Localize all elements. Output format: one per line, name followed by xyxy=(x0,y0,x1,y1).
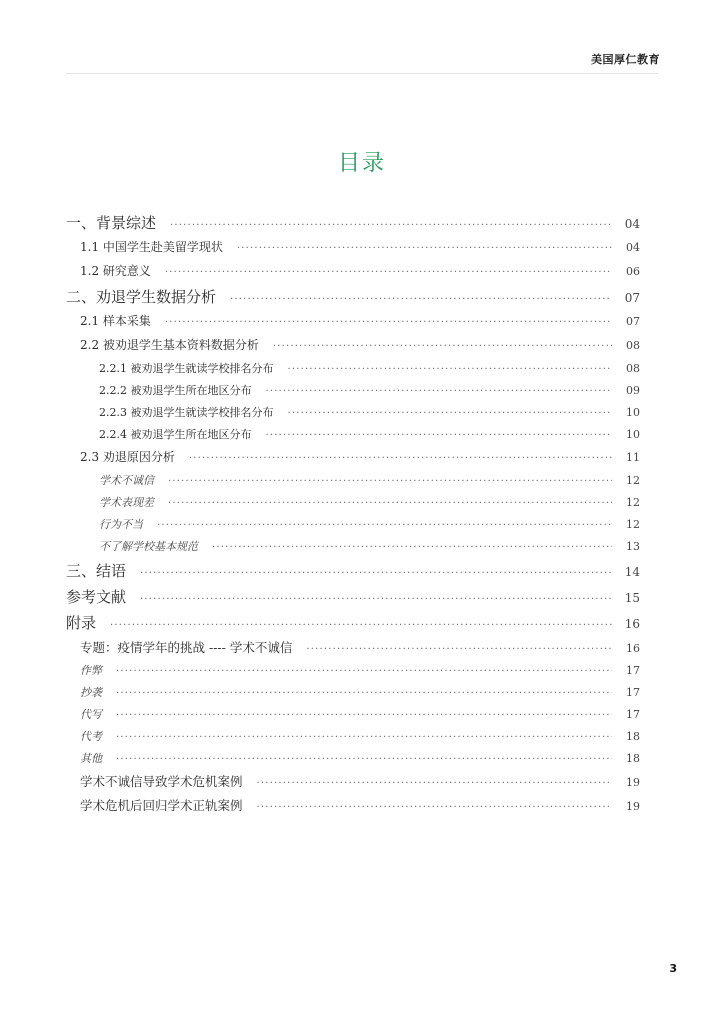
toc-entry[interactable]: 附录 ····· 16 xyxy=(66,612,640,638)
page-title: 目录 xyxy=(337,151,386,176)
toc-page-number: 12 xyxy=(626,474,640,487)
header-divider xyxy=(66,73,658,74)
toc-page-number: 08 xyxy=(626,362,640,375)
toc-entry[interactable]: 2.2 被劝退学生基本资料数据分析 ····· 08 xyxy=(66,336,640,360)
toc-entry[interactable]: 不了解学校基本规范 ····· 13 xyxy=(66,538,640,560)
toc-entry[interactable]: 抄袭 ····· 17 xyxy=(66,684,640,706)
toc-entry[interactable]: 学术危机后回归学术正轨案例 ····· 19 xyxy=(66,796,640,820)
toc-entry[interactable]: 1.2 研究意义 ····· 06 xyxy=(66,262,640,286)
toc-entry[interactable]: 作弊 ····· 17 xyxy=(66,662,640,684)
toc-entry[interactable]: 2.2.2 被劝退学生所在地区分布 ····· 09 xyxy=(66,382,640,404)
dot-leader xyxy=(189,453,612,464)
dot-leader xyxy=(116,688,612,699)
dot-leader xyxy=(140,594,612,605)
toc-page-number: 07 xyxy=(624,291,640,305)
page-number: 3 xyxy=(669,962,677,975)
dot-leader xyxy=(116,732,612,743)
toc-page-number: 18 xyxy=(626,730,640,743)
toc-page-number: 18 xyxy=(626,752,640,765)
dot-leader xyxy=(110,620,612,631)
toc-entry[interactable]: 三、结语 ····· 14 xyxy=(66,560,640,586)
toc-entry[interactable]: 二、劝退学生数据分析 ····· 07 xyxy=(66,286,640,312)
toc-page-number: 16 xyxy=(624,617,640,631)
toc-page-number: 17 xyxy=(626,708,640,721)
toc-entry[interactable]: 2.2.3 被劝退学生就读学校排名分布 ····· 10 xyxy=(66,404,640,426)
dot-leader xyxy=(165,317,612,328)
toc-page-number: 15 xyxy=(624,591,640,605)
toc-page-number: 07 xyxy=(626,315,640,328)
toc-entry[interactable]: 其他 ····· 18 xyxy=(66,750,640,772)
toc-entry[interactable]: 一、背景综述 ····· 04 xyxy=(66,212,640,238)
dot-leader xyxy=(257,802,612,813)
toc-entry[interactable]: 参考文献 ····· 15 xyxy=(66,586,640,612)
dot-leader xyxy=(237,243,612,254)
toc-entry[interactable]: 学术不诚信导致学术危机案例 ····· 19 xyxy=(66,772,640,796)
dot-leader xyxy=(273,341,612,352)
toc-entry[interactable]: 学术不诚信 ····· 12 xyxy=(66,472,640,494)
toc-page-number: 10 xyxy=(626,406,640,419)
toc-page-number: 10 xyxy=(626,428,640,441)
toc-page-number: 11 xyxy=(626,451,640,464)
toc-entry[interactable]: 2.2.4 被劝退学生所在地区分布 ····· 10 xyxy=(66,426,640,448)
toc-entry[interactable]: 2.3 劝退原因分析 ····· 11 xyxy=(66,448,640,472)
dot-leader xyxy=(157,520,612,531)
table-of-contents xyxy=(66,212,640,820)
dot-leader xyxy=(116,710,612,721)
toc-page-number: 17 xyxy=(626,686,640,699)
dot-leader xyxy=(257,778,612,789)
dot-leader xyxy=(306,644,612,655)
dot-leader xyxy=(116,666,612,677)
toc-page-number: 08 xyxy=(626,339,640,352)
dot-leader xyxy=(287,364,612,375)
toc-page-number: 16 xyxy=(626,642,640,655)
toc-page-number: 17 xyxy=(626,664,640,677)
toc-page-number: 04 xyxy=(626,241,640,254)
dot-leader xyxy=(140,568,612,579)
toc-page-number: 19 xyxy=(626,800,640,813)
dot-leader xyxy=(116,754,612,765)
dot-leader xyxy=(230,294,612,305)
dot-leader xyxy=(168,498,612,509)
dot-leader xyxy=(266,386,613,397)
toc-page-number: 12 xyxy=(626,518,640,531)
toc-page-number: 12 xyxy=(626,496,640,509)
toc-page-number: 14 xyxy=(624,565,640,579)
toc-entry[interactable]: 1.1 中国学生赴美留学现状 ····· 04 xyxy=(66,238,640,262)
toc-page-number: 04 xyxy=(624,217,640,231)
dot-leader xyxy=(168,476,612,487)
dot-leader xyxy=(287,408,612,419)
toc-entry[interactable]: 专题：疫情学年的挑战 ---- 学术不诚信 ····· 16 xyxy=(66,638,640,662)
toc-page-number: 06 xyxy=(626,265,640,278)
dot-leader xyxy=(165,267,612,278)
toc-page-number: 19 xyxy=(626,776,640,789)
toc-page-number: 09 xyxy=(626,384,640,397)
dot-leader xyxy=(212,542,612,553)
toc-entry[interactable]: 学术表现差 ····· 12 xyxy=(66,494,640,516)
dot-leader xyxy=(266,430,613,441)
toc-entry[interactable]: 代考 ····· 18 xyxy=(66,728,640,750)
dot-leader xyxy=(170,220,612,231)
header-brand: 美国厚仁教育 xyxy=(591,53,660,66)
toc-entry[interactable]: 代写 ····· 17 xyxy=(66,706,640,728)
toc-entry[interactable]: 行为不当 ····· 12 xyxy=(66,516,640,538)
toc-entry[interactable]: 2.2.1 被劝退学生就读学校排名分布 ····· 08 xyxy=(66,360,640,382)
toc-page-number: 13 xyxy=(626,540,640,553)
toc-entry[interactable]: 2.1 样本采集 ····· 07 xyxy=(66,312,640,336)
